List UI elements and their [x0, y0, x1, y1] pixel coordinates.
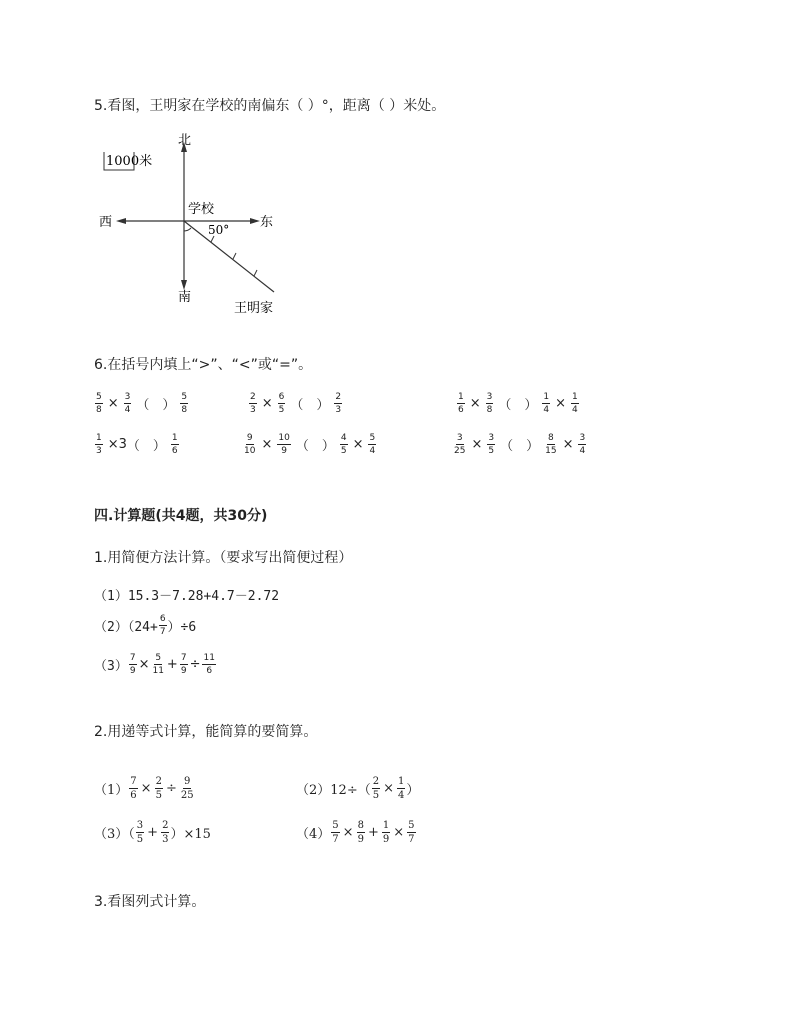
- problem-1-text: 1.用简便方法计算。（要求写出简便过程）: [94, 550, 353, 566]
- fraction: $\frac{1}{3}$: [96, 433, 102, 456]
- fraction: $\frac{5}{11}$: [152, 653, 164, 676]
- answer-blank[interactable]: （ ）: [500, 439, 540, 454]
- fraction: $\frac{5}{8}$: [181, 392, 188, 415]
- fraction: $\frac{5}{8}$: [96, 392, 102, 415]
- fraction: $\frac{8}{9}$: [357, 820, 364, 845]
- problem-2-d: （4） $\frac{5}{7}$ × $\frac{8}{9}$ + $\frac{1}{9}$ × $\frac{5}{7}$: [296, 820, 415, 845]
- fraction: $\frac{1}{4}$: [398, 776, 405, 801]
- fraction: $\frac{11}{6}$: [203, 653, 215, 676]
- compare-item-5: $\frac{9}{10}$ × $\frac{10}{9}$ （ ） $\frac{4}{5}$ × $\frac{5}{4}$: [244, 433, 376, 456]
- fraction: $\frac{1}{4}$: [543, 392, 550, 415]
- problem-1-line-1: （1）15.3－7.28+4.7－2.72: [94, 589, 280, 604]
- fraction: $\frac{2}{3}$: [335, 392, 342, 415]
- fraction: $\frac{9}{10}$: [244, 433, 256, 456]
- fraction: $\frac{7}{9}$: [180, 653, 187, 676]
- south-arrow: [181, 280, 187, 290]
- question-5-text: 5.看图，王明家在学校的南偏东（ ）°，距离（ ）米处。: [94, 98, 446, 114]
- fraction: $\frac{1}{4}$: [572, 392, 578, 415]
- problem-2-b: （2）12÷（ $\frac{2}{5}$ × $\frac{1}{4}$ ）: [296, 776, 420, 801]
- fraction: $\frac{2}{5}$: [155, 776, 162, 801]
- fraction: $\frac{10}{9}$: [278, 433, 290, 456]
- compare-item-4: $\frac{1}{3}$ ×3 （ ） $\frac{1}{6}$: [96, 433, 178, 456]
- compare-item-1: $\frac{5}{8}$ × $\frac{3}{4}$ （ ） $\frac{5}{8}$: [96, 392, 188, 415]
- question-6-text: 6.在括号内填上“>”、“<”或“=”。: [94, 357, 313, 373]
- fraction: $\frac{1}{9}$: [382, 820, 390, 845]
- fraction: $\frac{1}{6}$: [458, 392, 464, 415]
- problem-1-line-3: （3） $\frac{7}{9}$ × $\frac{5}{11}$ + $\frac{7}{9}$ ÷ $\frac{11}{6}$: [94, 653, 215, 676]
- fraction: $\frac{6}{5}$: [278, 392, 285, 415]
- compare-item-2: $\frac{2}{3}$ × $\frac{6}{5}$ （ ） $\frac{2}{3}$: [250, 392, 342, 415]
- answer-blank[interactable]: （ ）: [498, 398, 538, 413]
- problem-1-line-2: （2）（24+ $\frac{6}{7}$ ）÷6: [94, 614, 197, 637]
- tick-mark: [233, 253, 236, 259]
- fraction: $\frac{3}{4}$: [579, 433, 586, 456]
- fraction: $\frac{2}{5}$: [372, 776, 380, 801]
- fraction: $\frac{7}{9}$: [129, 653, 136, 676]
- problem-2-a: （1） $\frac{7}{6}$ × $\frac{2}{5}$ ÷ $\frac{9}{25}$: [94, 776, 194, 801]
- fraction: $\frac{5}{7}$: [408, 820, 415, 845]
- angle-arc: [184, 228, 191, 231]
- fraction: $\frac{4}{5}$: [340, 433, 347, 456]
- north-label: 北: [178, 133, 192, 148]
- problem-3-text: 3.看图列式计算。: [94, 894, 206, 910]
- fraction: $\frac{5}{4}$: [369, 433, 376, 456]
- home-label: 王明家: [234, 301, 274, 316]
- west-label: 西: [99, 215, 113, 230]
- scale-label: 1000米: [106, 154, 153, 169]
- fraction: $\frac{1}{6}$: [171, 433, 178, 456]
- section-title: 四.计算题(共4题，共30分): [94, 508, 268, 524]
- answer-blank[interactable]: （ ）: [290, 398, 330, 413]
- fraction: $\frac{6}{7}$: [159, 614, 166, 637]
- compare-item-3: $\frac{1}{6}$ × $\frac{3}{8}$ （ ） $\frac{1}{4}$ × $\frac{1}{4}$: [458, 392, 578, 415]
- fraction: $\frac{3}{5}$: [488, 433, 495, 456]
- tick-mark: [254, 270, 257, 276]
- fraction: $\frac{5}{7}$: [332, 820, 339, 845]
- problem-2-c: （3）（ $\frac{3}{5}$ + $\frac{2}{3}$ ）×15: [94, 820, 211, 845]
- angle-label: 50°: [208, 223, 230, 237]
- fraction: $\frac{3}{4}$: [124, 392, 131, 415]
- fraction: $\frac{7}{6}$: [130, 776, 137, 801]
- east-label: 东: [260, 215, 274, 230]
- west-arrow: [116, 218, 126, 224]
- fraction: $\frac{3}{25}$: [454, 433, 466, 456]
- south-label: 南: [178, 290, 192, 305]
- answer-blank[interactable]: （ ）: [295, 439, 335, 454]
- compare-item-6: $\frac{3}{25}$ × $\frac{3}{5}$ （ ） $\frac{8}{15}$ × $\frac{3}{4}$: [454, 433, 586, 456]
- fraction: $\frac{2}{3}$: [162, 820, 169, 845]
- answer-blank[interactable]: （ ）: [136, 398, 176, 413]
- school-label: 学校: [188, 202, 215, 217]
- direction-map: [94, 130, 294, 320]
- fraction: $\frac{3}{5}$: [136, 820, 144, 845]
- fraction: $\frac{9}{25}$: [180, 776, 194, 801]
- fraction: $\frac{3}{8}$: [486, 392, 493, 415]
- fraction: $\frac{2}{3}$: [250, 392, 256, 415]
- east-arrow: [250, 218, 260, 224]
- problem-2-text: 2.用递等式计算，能简算的要简算。: [94, 724, 318, 740]
- fraction: $\frac{8}{15}$: [545, 433, 557, 456]
- answer-blank[interactable]: （ ）: [126, 439, 166, 454]
